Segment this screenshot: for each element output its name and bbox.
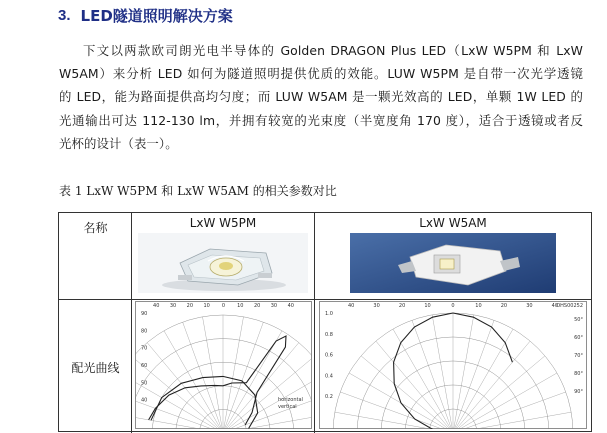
comparison-table	[58, 212, 592, 432]
led-photo-w5pm	[138, 233, 308, 293]
body-paragraph	[59, 39, 583, 155]
angle-tick-label: 30	[169, 303, 177, 309]
paragraph-line: 的 LED，能为路面提供高均匀度；而 LUW W5AM 是一颗光效高的 LED，单颗 1W LED 的	[59, 89, 583, 105]
table-cell	[315, 299, 591, 433]
angle-tick-label: 30	[373, 303, 380, 309]
table-cell	[59, 213, 132, 299]
section-title: LED隧道照明解决方案	[80, 6, 233, 25]
radial-tick-label: 40	[141, 397, 148, 404]
radial-tick-label: 70	[141, 345, 148, 352]
paragraph-line: 下文以两款欧司朗光电半导体的 Golden DRAGON Plus LED（LxW W5PM 和 LxW	[83, 43, 583, 58]
radial-tick-label: 0.8	[325, 331, 333, 338]
table-caption: 表 1 LxW W5PM 和 LxW W5AM 的相关参数对比	[59, 184, 337, 198]
radial-side-label: 50°	[574, 317, 583, 323]
table-row	[59, 213, 591, 300]
angle-tick-label: 40	[551, 303, 559, 309]
radial-side-label: 80°	[574, 371, 583, 377]
polar-chart-w5am-svg	[319, 301, 587, 429]
table-cell	[132, 299, 315, 433]
paragraph-line: W5AM）来分析 LED 如何为隧道照明提供优质的效能。LUW W5PM 是自带一次光学透镜	[59, 66, 583, 82]
radial-tick-label: 90	[141, 311, 148, 317]
radial-tick-label: 0.4	[325, 373, 333, 380]
table-cell	[59, 299, 132, 433]
section-number: 3.	[58, 6, 71, 24]
table-cell	[315, 213, 591, 299]
angle-tick-label: 40	[287, 303, 294, 309]
row-label-curve: 配光曲线	[71, 361, 120, 375]
column-header-w5am: LxW W5AM	[419, 216, 487, 230]
paragraph-line: 光杯的设计（表一）。	[59, 135, 178, 151]
table-row	[59, 299, 591, 433]
radial-tick-label: 0.6	[325, 352, 333, 359]
angle-tick-label: 20	[398, 303, 406, 309]
angle-tick-label: 0	[451, 303, 455, 309]
section-heading	[58, 4, 233, 26]
row-label-name: 名称	[83, 221, 108, 235]
radial-side-label: 70°	[574, 353, 583, 359]
paragraph-line: 光通输出可达 112-130 lm，并拥有较宽的光束度（半宽度角 170 度），适合于透镜或者反	[59, 112, 583, 128]
legend-label: vertical	[278, 404, 297, 410]
legend-label: horizontal	[278, 397, 303, 403]
radial-tick-label: 50	[141, 380, 148, 387]
angle-tick-label: 20	[253, 303, 261, 309]
polar-chart-w5pm-svg	[135, 301, 312, 429]
column-header-w5pm: LxW W5PM	[189, 216, 257, 230]
angle-tick-label: 20	[500, 303, 508, 309]
angle-tick-label: 10	[203, 303, 210, 309]
chart-id-label: OHS00252	[556, 303, 583, 309]
angle-tick-label: 40	[347, 303, 355, 309]
led-photo-w5am	[350, 233, 556, 293]
radial-tick-label: 60	[141, 363, 148, 369]
angle-tick-label: 30	[526, 303, 533, 309]
radial-tick-label: 80	[141, 328, 148, 335]
table-cell	[132, 213, 315, 299]
radial-side-label: 90°	[574, 389, 583, 395]
polar-chart-w5pm	[135, 301, 312, 429]
radial-tick-label: 1.0	[325, 311, 333, 317]
angle-tick-label: 10	[475, 303, 482, 309]
angle-tick-label: 40	[153, 303, 160, 309]
radial-side-label: 60°	[574, 335, 583, 341]
radial-tick-label: 0.2	[325, 394, 333, 401]
angle-tick-label: 0	[221, 303, 226, 309]
polar-chart-w5am	[319, 301, 587, 429]
angle-tick-label: 20	[186, 303, 194, 309]
angle-tick-label: 30	[270, 303, 278, 309]
angle-tick-label: 10	[424, 303, 431, 309]
angle-tick-label: 10	[237, 303, 244, 309]
